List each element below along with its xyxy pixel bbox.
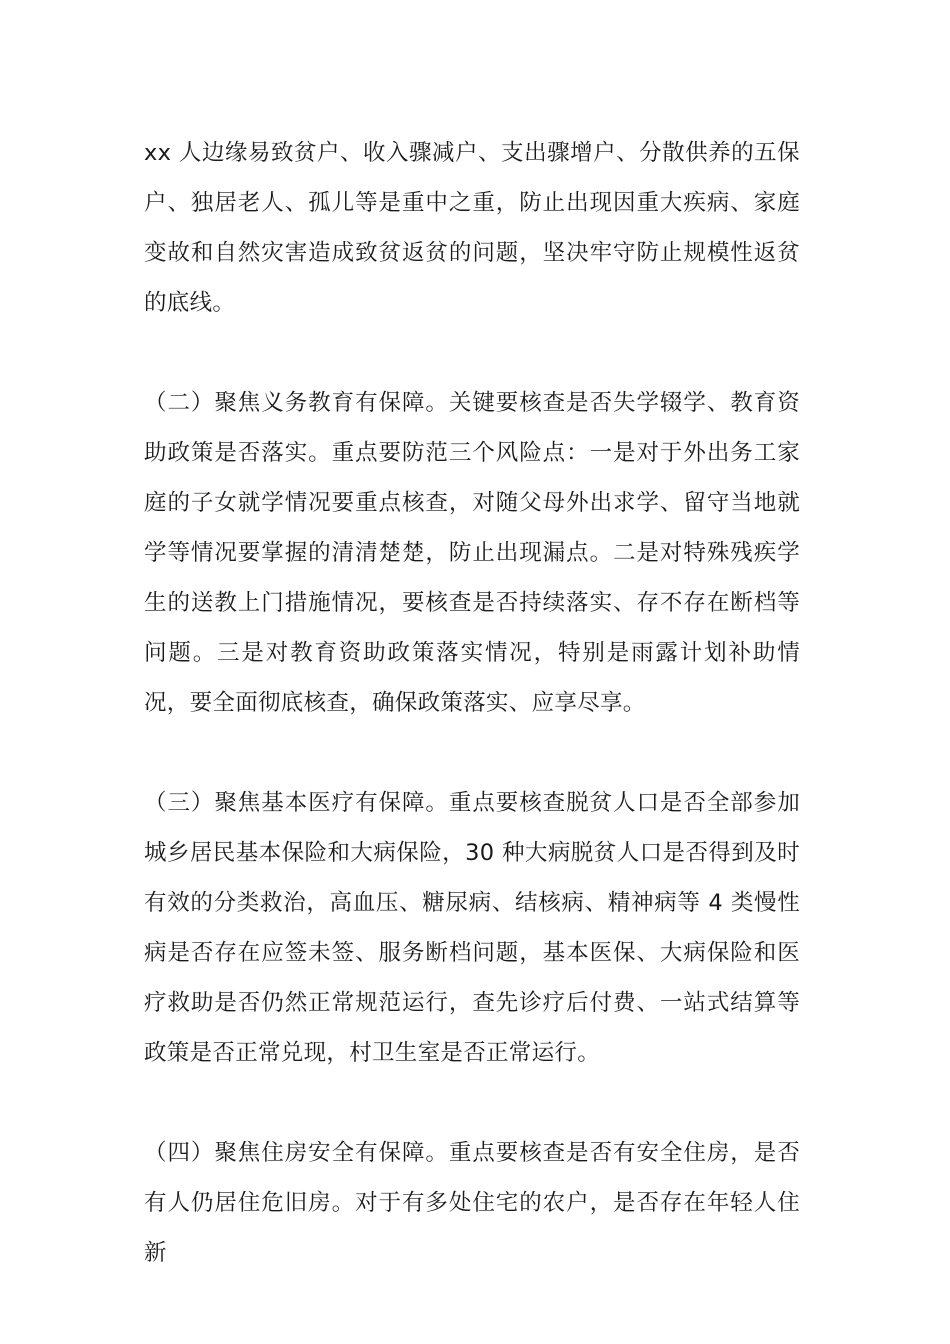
paragraph-gap <box>144 328 800 378</box>
paragraph-medical: （三）聚焦基本医疗有保障。重点要核查脱贫人口是否全部参加城乡居民基本保险和大病保险，30 种大病脱贫人口是否得到及时有效的分类救治，高血压、糖尿病、结核病、精神病等 4 类慢性病是否存在应签未签、服务断档问题，基本医保、大病保险和医疗救助是否仍然正常规范运行，查先诊疗后付费、一站式结算等政策是否正常兑现，村卫生室是否正常运行。 <box>144 790 800 1066</box>
paragraph-education: （二）聚焦义务教育有保障。关键要核查是否失学辍学、教育资助政策是否落实。重点要防范三个风险点：一是对于外出务工家庭的子女就学情况要重点核查，对随父母外出求学、留守当地就学等情况要掌握的清清楚楚，防止出现漏点。二是对特殊残疾学生的送教上门措施情况，要核查是否持续落实、存不存在断档等问题。三是对教育资助政策落实情况，特别是雨露计划补助情况，要全面彻底核查，确保政策落实、应享尽享。 <box>144 390 800 716</box>
document-page <box>144 128 800 1278</box>
paragraph-gap <box>144 1078 800 1128</box>
paragraph-housing: （四）聚焦住房安全有保障。重点要核查是否有安全住房，是否有人仍居住危旧房。对于有多处住宅的农户，是否存在年轻人住新 <box>144 1140 800 1266</box>
paragraph-intro: xx 人边缘易致贫户、收入骤减户、支出骤增户、分散供养的五保户、独居老人、孤儿等是重中之重，防止出现因重大疾病、家庭变故和自然灾害造成致贫返贫的问题，坚决牢守防止规模性返贫的底线。 <box>144 140 800 316</box>
paragraph-gap <box>144 728 800 778</box>
